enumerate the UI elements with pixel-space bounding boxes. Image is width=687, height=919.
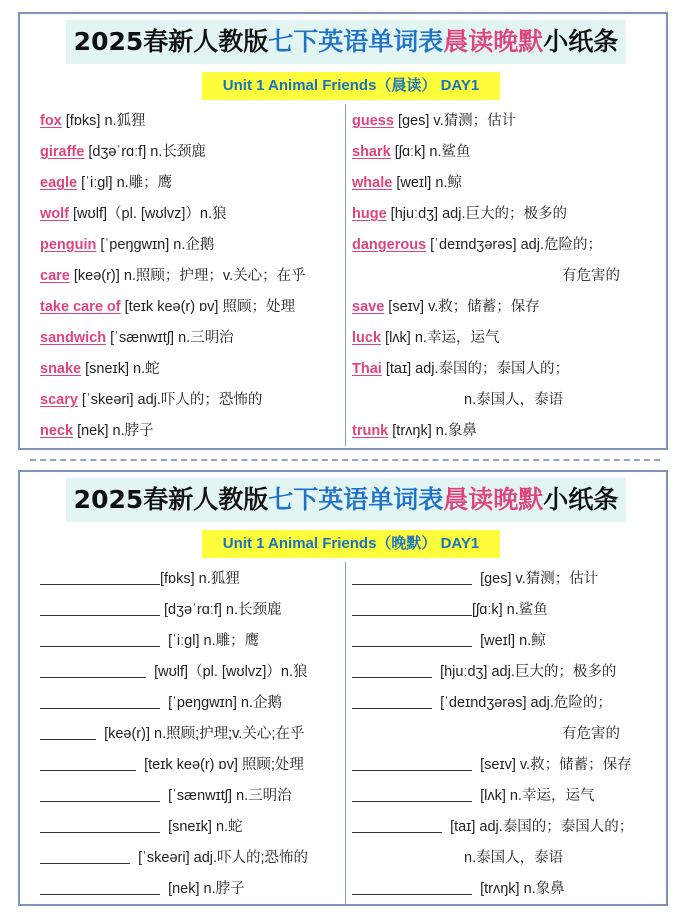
vocab-entry	[40, 199, 340, 230]
dictation-prompt: [ʃɑːk] n.鲨鱼	[472, 602, 548, 618]
answer-blank[interactable]	[40, 690, 160, 709]
vocab-definition: [keə(r)] n.照顾；护理；v.关心；在乎	[69, 268, 306, 284]
vocab-entry	[40, 137, 340, 168]
cut-line-separator	[30, 459, 660, 461]
dictation-prompt: [keə(r)] n.照顾;护理;v.关心;在乎	[104, 726, 305, 742]
evening-left-column	[40, 564, 340, 905]
dictation-prompt: [ges] v.猜测；估计	[480, 571, 599, 587]
vocab-entry	[40, 261, 340, 292]
dictation-entry	[40, 626, 340, 657]
title-part-1: 2025春新人教版	[73, 27, 269, 56]
dictation-prompt: [lʌk] n.幸运，运气	[480, 788, 595, 804]
dictation-entry	[40, 843, 340, 874]
dictation-prompt: [weɪl] n.鲸	[480, 633, 546, 649]
vocab-entry	[352, 137, 667, 168]
dictation-prompt: [trʌŋk] n.象鼻	[480, 881, 565, 897]
vocab-definition-continued: n.泰国人，泰语	[464, 392, 564, 408]
dictation-entry	[40, 688, 340, 719]
answer-blank[interactable]	[40, 783, 160, 802]
vocab-word: giraffe	[40, 144, 85, 160]
dictation-entry	[40, 657, 340, 688]
answer-blank[interactable]	[40, 628, 160, 647]
unit-heading-morning: Unit 1 Animal Friends（晨读） DAY1	[202, 72, 500, 100]
dictation-entry	[40, 874, 340, 905]
vocab-word: eagle	[40, 175, 78, 191]
vocab-definition-continued: 有危害的	[562, 268, 620, 284]
dictation-prompt: [nek] n.脖子	[168, 881, 245, 897]
vocab-entry	[40, 168, 340, 199]
vocab-definition: [seɪv] v.救；储蓄；保存	[384, 299, 540, 315]
answer-blank[interactable]	[40, 845, 130, 864]
vocab-word: snake	[40, 361, 82, 377]
vocab-entry	[352, 199, 667, 230]
vocab-entry	[352, 168, 667, 199]
vocab-word: luck	[352, 330, 382, 346]
vocab-definition: [ˈiːgl] n.雕；鹰	[77, 175, 173, 191]
dictation-prompt: [ˈsænwɪtʃ] n.三明治	[168, 788, 292, 804]
vocab-entry	[40, 416, 340, 447]
dictation-prompt: [dʒəˈrɑːf] n.长颈鹿	[164, 602, 282, 618]
vocab-entry	[352, 292, 667, 323]
dictation-entry	[40, 781, 340, 812]
vocab-definition: [weɪl] n.鲸	[392, 175, 462, 191]
vocab-definition: [ʃɑːk] n.鲨鱼	[390, 144, 471, 160]
dictation-prompt: [wʊlf]（pl. [wʊlvz]）n.狼	[154, 664, 308, 680]
vocab-entry	[40, 385, 340, 416]
dictation-prompt: [sneɪk] n.蛇	[168, 819, 243, 835]
vocab-word: save	[352, 299, 385, 315]
title-part-2: 七下英语单词表	[268, 27, 444, 56]
vocab-definition: [ges] v.猜测；估计	[393, 113, 517, 129]
vocab-definition: [teɪk keə(r) ɒv] 照顾；处理	[120, 299, 295, 315]
dictation-prompt: [seɪv] v.救；储蓄；保存	[480, 757, 632, 773]
vocab-definition: [lʌk] n.幸运，运气	[381, 330, 500, 346]
vocab-definition: [trʌŋk] n.象鼻	[388, 423, 477, 439]
vocab-entry	[40, 106, 340, 137]
title-part-1: 2025春新人教版	[73, 485, 269, 514]
vocab-word: scary	[40, 392, 78, 408]
vocab-word: guess	[352, 113, 394, 129]
title-part-2: 七下英语单词表	[268, 485, 444, 514]
vocab-word: care	[40, 268, 70, 284]
vocab-definition: [hjuːdʒ] adj.巨大的；极多的	[386, 206, 567, 222]
vocab-definition: [taɪ] adj.泰国的；泰国人的；	[381, 361, 570, 377]
dictation-entry	[352, 657, 667, 688]
vocab-word: whale	[352, 175, 393, 191]
title-part-3: 晨读晚默	[443, 485, 544, 514]
vocab-definition: [wʊlf]（pl. [wʊlvz]）n.狼	[69, 206, 227, 222]
dictation-prompt: [ˈiːgl] n.雕；鹰	[168, 633, 260, 649]
answer-blank[interactable]	[40, 566, 160, 585]
answer-blank[interactable]	[40, 752, 136, 771]
vocab-definition: [sneɪk] n.蛇	[81, 361, 160, 377]
dictation-entry	[352, 874, 667, 905]
vocab-entry	[352, 106, 667, 137]
answer-blank[interactable]	[352, 752, 472, 771]
evening-dictation-card	[18, 470, 668, 906]
vocab-word: trunk	[352, 423, 389, 439]
morning-right-column	[352, 106, 667, 447]
dictation-prompt: [teɪk keə(r) ɒv] 照顾;处理	[144, 757, 304, 773]
dictation-prompt: [ˈskeəri] adj.吓人的;恐怖的	[138, 850, 309, 866]
answer-blank[interactable]	[40, 597, 160, 616]
title-part-3: 晨读晚默	[443, 27, 544, 56]
title-part-4: 小纸条	[543, 485, 619, 514]
answer-blank[interactable]	[352, 566, 472, 585]
morning-left-column	[40, 106, 340, 447]
column-divider	[345, 562, 346, 904]
page-title	[66, 20, 626, 64]
vocab-word: wolf	[40, 206, 69, 222]
answer-blank[interactable]	[352, 597, 472, 616]
vocab-word: penguin	[40, 237, 97, 253]
answer-blank[interactable]	[40, 814, 160, 833]
dictation-prompt: [ˈpeŋgwɪn] n.企鹅	[168, 695, 283, 711]
dictation-prompt-continued: 有危害的	[562, 726, 620, 742]
title-part-4: 小纸条	[543, 27, 619, 56]
vocab-word: neck	[40, 423, 74, 439]
vocab-entry	[40, 230, 340, 261]
answer-blank[interactable]	[352, 690, 432, 709]
vocab-word: dangerous	[352, 237, 427, 253]
dictation-entry	[352, 626, 667, 657]
dictation-entry	[40, 595, 340, 626]
vocab-word: fox	[40, 113, 62, 129]
vocab-definition: [ˈsænwɪtʃ] n.三明治	[106, 330, 234, 346]
vocab-definition: [dʒəˈrɑːf] n.长颈鹿	[84, 144, 206, 160]
dictation-prompt: [ˈdeɪndʒərəs] adj.危险的；	[440, 695, 612, 711]
vocab-word: sandwich	[40, 330, 107, 346]
dictation-entry	[352, 750, 667, 781]
vocab-word: Thai	[352, 361, 382, 377]
answer-blank[interactable]	[352, 659, 432, 678]
unit-heading-evening: Unit 1 Animal Friends（晚默） DAY1	[202, 530, 500, 558]
dictation-prompt-continued: n.泰国人，泰语	[464, 850, 564, 866]
dictation-entry	[40, 719, 340, 750]
answer-blank[interactable]	[40, 876, 160, 895]
vocab-entry	[40, 292, 340, 323]
vocab-definition: [nek] n.脖子	[73, 423, 154, 439]
dictation-entry	[352, 595, 667, 626]
answer-blank[interactable]	[352, 628, 472, 647]
page-title-repeat	[66, 478, 626, 522]
dictation-entry	[352, 564, 667, 595]
morning-reading-card	[18, 12, 668, 450]
vocab-entry	[40, 323, 340, 354]
vocab-entry	[352, 323, 667, 354]
dictation-prompt: [fɒks] n.狐狸	[160, 571, 240, 587]
dictation-entry	[352, 812, 667, 843]
vocab-word: shark	[352, 144, 391, 160]
dictation-entry	[352, 781, 667, 812]
vocab-definition: [fɒks] n.狐狸	[61, 113, 146, 129]
vocab-entry	[352, 416, 667, 447]
vocab-entry	[352, 230, 667, 261]
answer-blank[interactable]	[352, 783, 472, 802]
dictation-entry	[40, 812, 340, 843]
vocab-word: take care of	[40, 299, 121, 315]
evening-right-column	[352, 564, 667, 905]
vocab-entry	[352, 354, 667, 385]
vocab-definition: [ˈdeɪndʒərəs] adj.危险的；	[426, 237, 602, 253]
vocab-word: huge	[352, 206, 387, 222]
answer-blank[interactable]	[40, 659, 146, 678]
vocab-entry	[40, 354, 340, 385]
vocab-definition: [ˈpeŋgwɪn] n.企鹅	[96, 237, 215, 253]
dictation-prompt: [taɪ] adj.泰国的；泰国人的；	[450, 819, 634, 835]
vocab-definition: [ˈskeəri] adj.吓人的；恐怖的	[77, 392, 263, 408]
dictation-entry	[40, 750, 340, 781]
dictation-entry	[40, 564, 340, 595]
answer-blank[interactable]	[352, 876, 472, 895]
answer-blank[interactable]	[40, 721, 96, 740]
answer-blank[interactable]	[352, 814, 442, 833]
dictation-prompt: [hjuːdʒ] adj.巨大的；极多的	[440, 664, 617, 680]
column-divider	[345, 104, 346, 446]
dictation-entry	[352, 688, 667, 719]
